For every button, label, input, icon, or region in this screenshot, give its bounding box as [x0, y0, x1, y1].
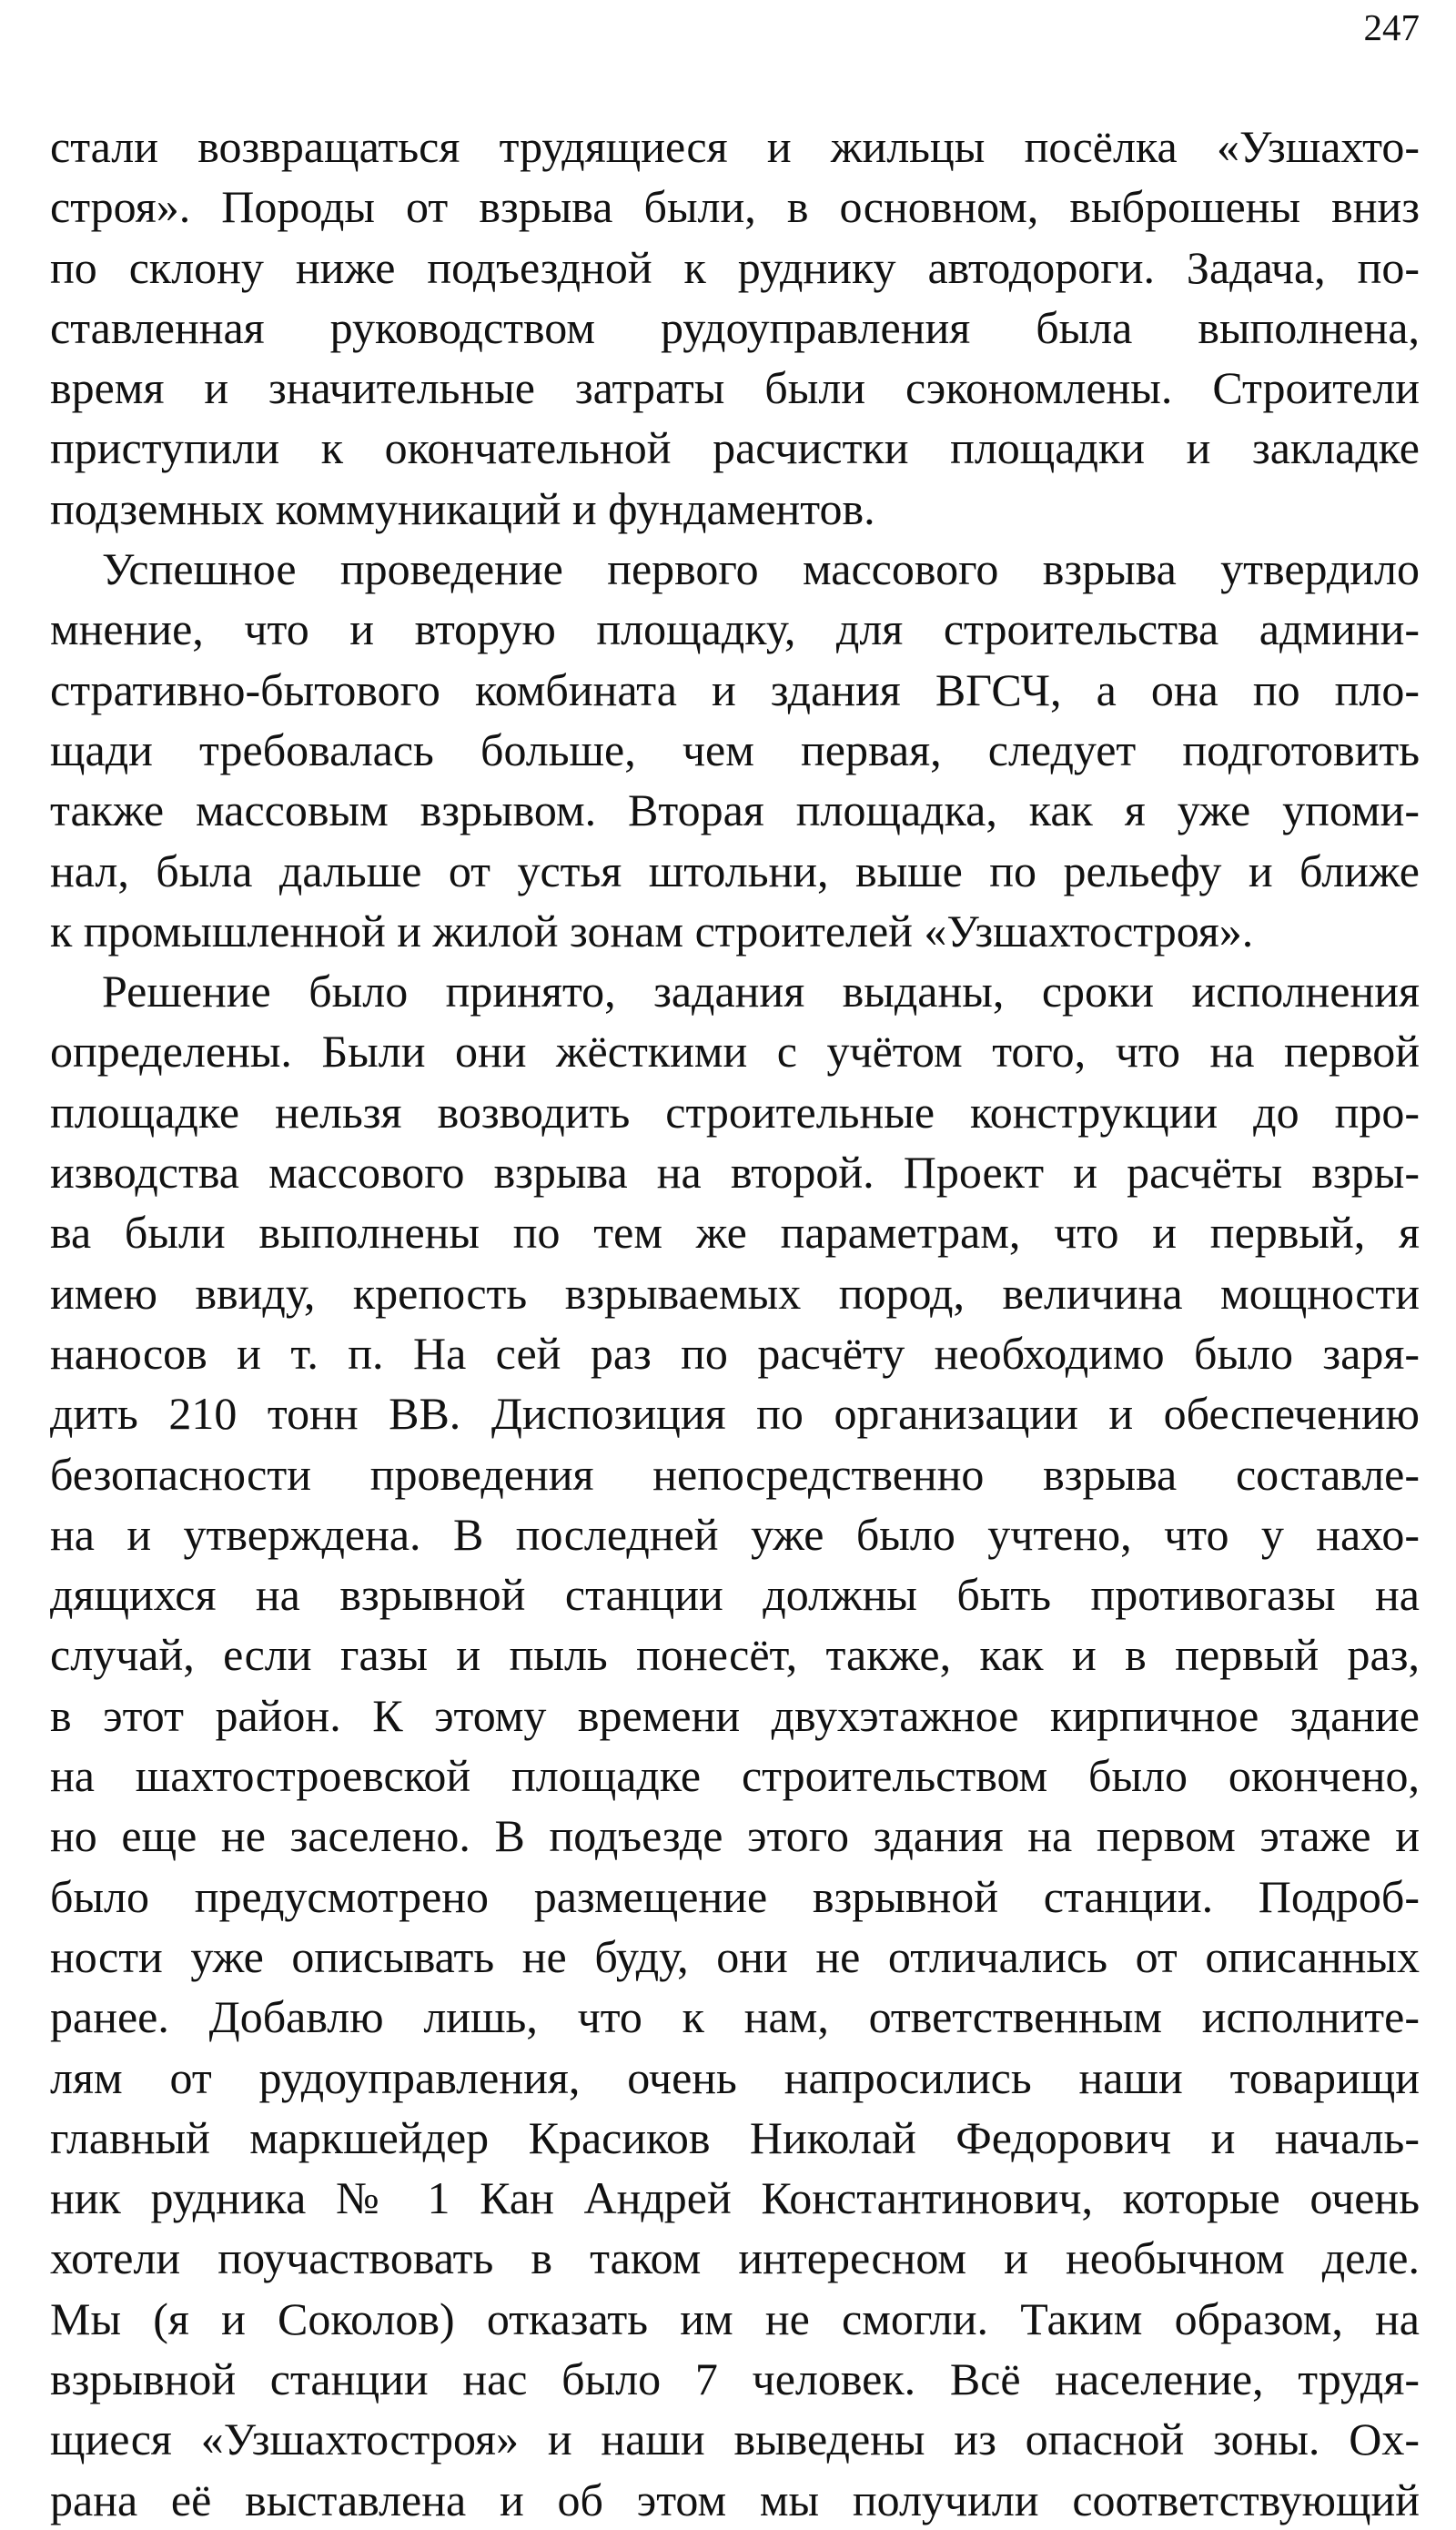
- text-line: на и утверждена. В последней уже было учтено, что у нахо-: [50, 1508, 1420, 1560]
- paragraph-2: [50, 539, 1420, 961]
- text-line: ранее. Добавлю лишь, что к нам, ответственным исполните-: [50, 1991, 1420, 2043]
- text-line: было предусмотрено размещение взрывной станции. Подроб-: [50, 1870, 1420, 1922]
- text-line: Успешное проведение первого массового взрыва утвердило: [102, 543, 1420, 595]
- text-line: безопасности проведения непосредственно взрыва составле-: [50, 1448, 1420, 1500]
- text-line: также массовым взрывом. Вторая площадка, как я уже упоми-: [50, 784, 1420, 836]
- text-line: Мы (я и Соколов) отказать им не смогли. Таким образом, на: [50, 2292, 1420, 2344]
- text-line: щади требовалась больше, чем первая, следует подготовить: [50, 724, 1420, 775]
- text-line: случай, если газы и пыль понесёт, также, как и в первый раз,: [50, 1629, 1420, 1681]
- text-line: дить 210 тонн ВВ. Диспозиция по организации и обеспечению: [50, 1388, 1420, 1440]
- text-line: время и значительные затраты были сэкономлены. Строители: [50, 362, 1420, 414]
- text-line: щиеся «Узшахтостроя» и наши выведены из опасной зоны. Ох-: [50, 2414, 1420, 2465]
- text-line: к промышленной и жилой зонам строителей «Узшахтостроя».: [50, 905, 1254, 956]
- text-line: взрывной станции нас было 7 человек. Всё население, трудя-: [50, 2353, 1420, 2404]
- text-line: изводства массового взрыва на второй. Проект и расчёты взры-: [50, 1147, 1420, 1199]
- text-line: лям от рудоуправления, очень напросились наши товарищи: [50, 2051, 1420, 2103]
- text-line: ности уже описывать не буду, они не отличались от описанных: [50, 1930, 1420, 1982]
- text-line: по склону ниже подъездной к руднику автодороги. Задача, по-: [50, 241, 1420, 293]
- paragraph-3: [50, 961, 1420, 2530]
- text-line: мнение, что и вторую площадку, для строительства админи-: [50, 603, 1420, 655]
- text-line: подземных коммуникаций и фундаментов.: [50, 482, 875, 534]
- text-line: рана её выставлена и об этом мы получили соответствующий: [50, 2474, 1420, 2525]
- text-line: строя». Породы от взрыва были, в основном, выброшены вниз: [50, 181, 1420, 233]
- text-line: нал, была дальше от устья штольни, выше по рельефу и ближе: [50, 845, 1420, 896]
- text-line: Решение было принято, задания выданы, сроки исполнения: [102, 966, 1420, 1017]
- text-line: но еще не заселено. В подъезде этого здания на первом этаже и: [50, 1810, 1420, 1862]
- text-line: в этот район. К этому времени двухэтажное кирпичное здание: [50, 1689, 1420, 1741]
- text-line: на шахтостроевской площадке строительством было окончено,: [50, 1750, 1420, 1802]
- text-line: ставленная руководством рудоуправления была выполнена,: [50, 301, 1420, 353]
- text-line: площадке нельзя возводить строительные конструкции до про-: [50, 1086, 1420, 1138]
- page-number: 247: [1363, 6, 1420, 48]
- text-line: наносов и т. п. На сей раз по расчёту необходимо было заря-: [50, 1327, 1420, 1379]
- text-line: хотели поучаствовать в таком интересном и необычном деле.: [50, 2232, 1420, 2284]
- body-text: [50, 116, 1420, 2530]
- text-line: главный маркшейдер Красиков Николай Федорович и началь-: [50, 2111, 1420, 2163]
- text-line: дящихся на взрывной станции должны быть противогазы на: [50, 1569, 1420, 1621]
- text-line: определены. Были они жёсткими с учётом того, что на первой: [50, 1026, 1420, 1078]
- text-line: стали возвращаться трудящиеся и жильцы посёлка «Узшахто-: [50, 121, 1420, 172]
- text-line: приступили к окончательной расчистки площадки и закладке: [50, 422, 1420, 474]
- text-line: имею ввиду, крепость взрываемых пород, величина мощности: [50, 1267, 1420, 1319]
- text-line: стративно-бытового комбината и здания ВГСЧ, а она по пло-: [50, 663, 1420, 715]
- text-line: ник рудника № 1 Кан Андрей Константинович, которые очень: [50, 2172, 1420, 2224]
- paragraph-1: [50, 116, 1420, 539]
- text-line: ва были выполнены по тем же параметрам, что и первый, я: [50, 1207, 1420, 1259]
